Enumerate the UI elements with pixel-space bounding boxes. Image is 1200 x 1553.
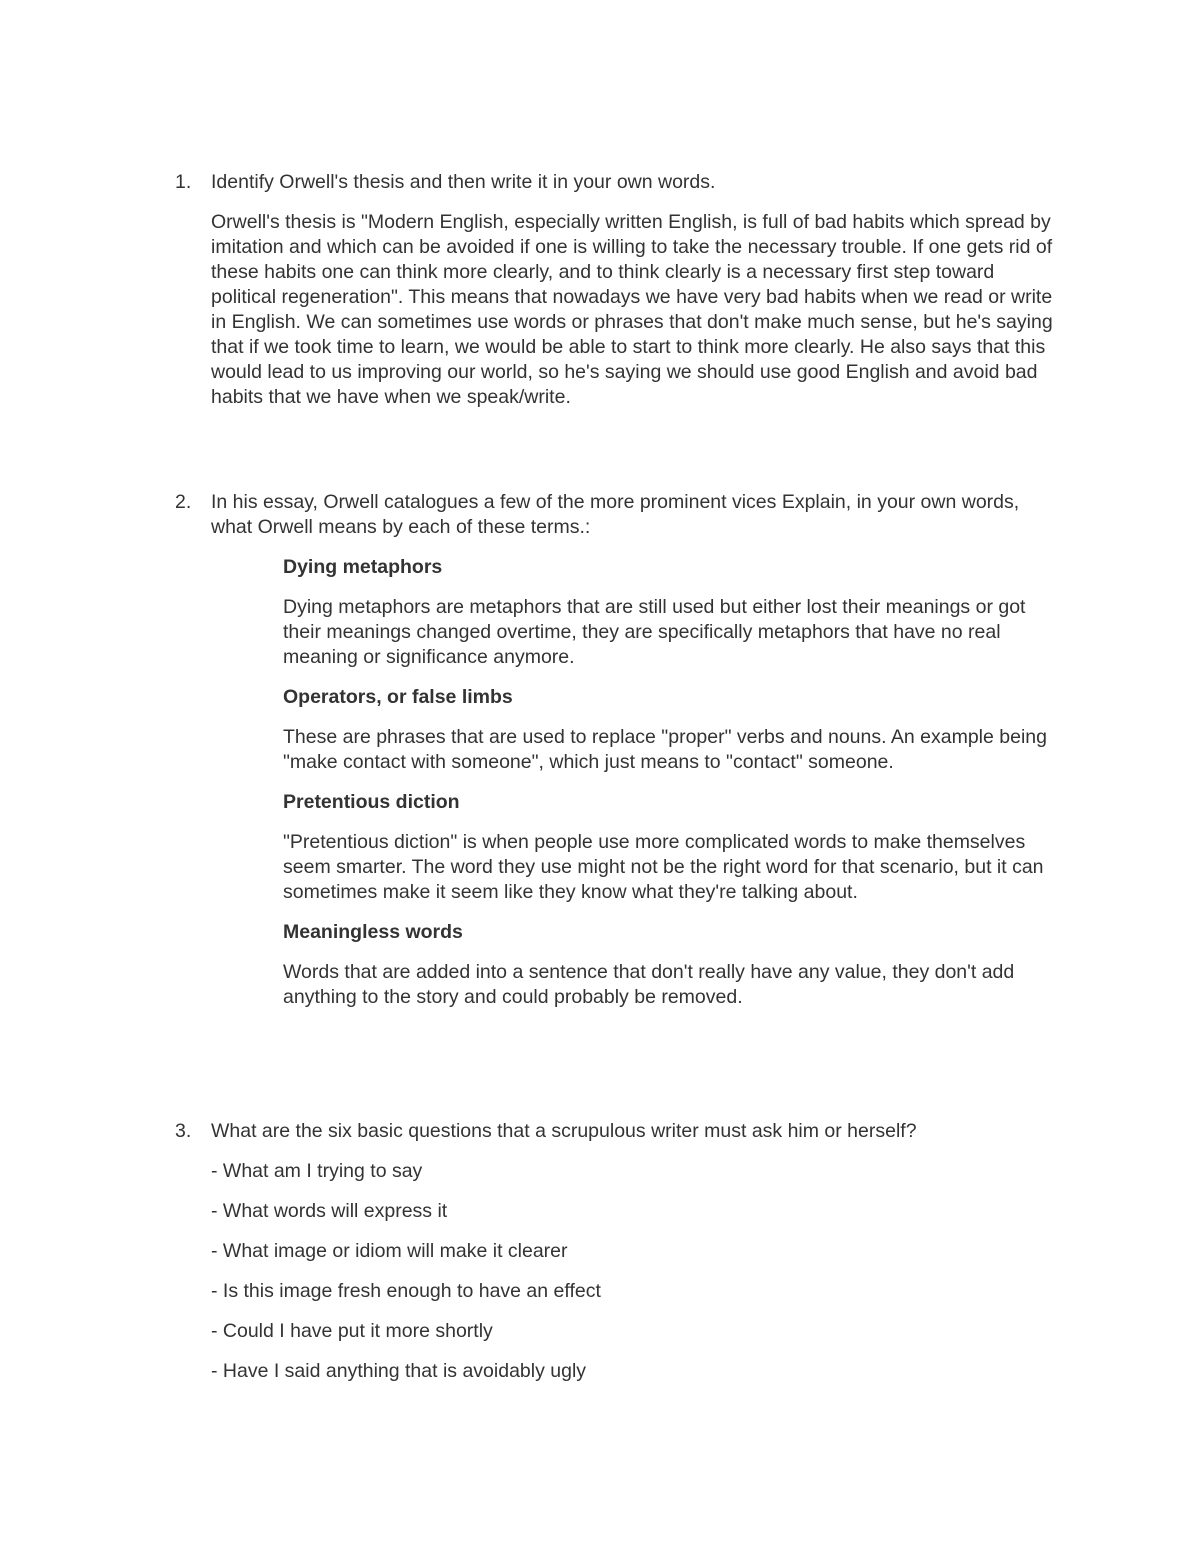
term-dying-metaphors	[283, 555, 1063, 670]
list-item: - What image or idiom will make it clearer	[211, 1240, 568, 1262]
term-title: Pretentious diction	[283, 791, 460, 813]
list-item: - What am I trying to say	[211, 1160, 423, 1182]
question-number: 2.	[175, 491, 192, 513]
term-description: Words that are added into a sentence that don't really have any value, they don't add anything to the story and could probably be removed.	[283, 961, 1015, 1008]
list-item: - Have I said anything that is avoidably ugly	[211, 1360, 587, 1382]
question-text: Identify Orwell's thesis and then write it in your own words.	[211, 171, 716, 193]
list-item: - Could I have put it more shortly	[211, 1320, 493, 1342]
question-1	[175, 170, 1075, 410]
list-item: - Is this image fresh enough to have an effect	[211, 1280, 601, 1302]
term-title: Dying metaphors	[283, 556, 443, 578]
term-description: "Pretentious diction" is when people use more complicated words to make themselves seem smarter. The word they use might not be the right word for that scenario, but it can sometimes make it seem like they know what they're talking about.	[283, 831, 1044, 903]
question-text: What are the six basic questions that a scrupulous writer must ask him or herself?	[211, 1120, 917, 1142]
answer-text: Orwell's thesis is "Modern English, especially written English, is full of bad habits which spread by imitation and which can be avoided if one is willing to take the necessary trouble. If one gets rid of these habits one can think more clearly, and to think clearly is a necessary first step toward political regeneration". This means that nowadays we have very bad habits when we read or write in English. We can sometimes use words or phrases that don't make much sense, but he's saying that if we took time to learn, we would be able to start to think more clearly. He also says that this would lead to us improving our world, so he's saying we should use good English and avoid bad habits that we have when we speak/write.	[211, 211, 1053, 408]
term-description: Dying metaphors are metaphors that are still used but either lost their meanings or got their meanings changed overtime, they are specifically metaphors that have no real meaning or significance anymore.	[283, 596, 1026, 668]
term-meaningless-words	[283, 920, 1063, 1010]
question-number: 1.	[175, 171, 192, 193]
question-number: 3.	[175, 1120, 192, 1142]
question-text: In his essay, Orwell catalogues a few of the more prominent vices Explain, in your own words, what Orwell means by each of these terms.:	[211, 491, 1020, 538]
question-3	[175, 1119, 1075, 1384]
term-title: Meaningless words	[283, 921, 463, 943]
term-operators	[283, 685, 1063, 775]
question-2	[175, 490, 1075, 1010]
term-description: These are phrases that are used to replace "proper" verbs and nouns. An example being "make contact with someone", which just means to "contact" someone.	[283, 726, 1047, 773]
term-pretentious-diction	[283, 790, 1063, 905]
list-item: - What words will express it	[211, 1200, 448, 1222]
term-title: Operators, or false limbs	[283, 686, 513, 708]
